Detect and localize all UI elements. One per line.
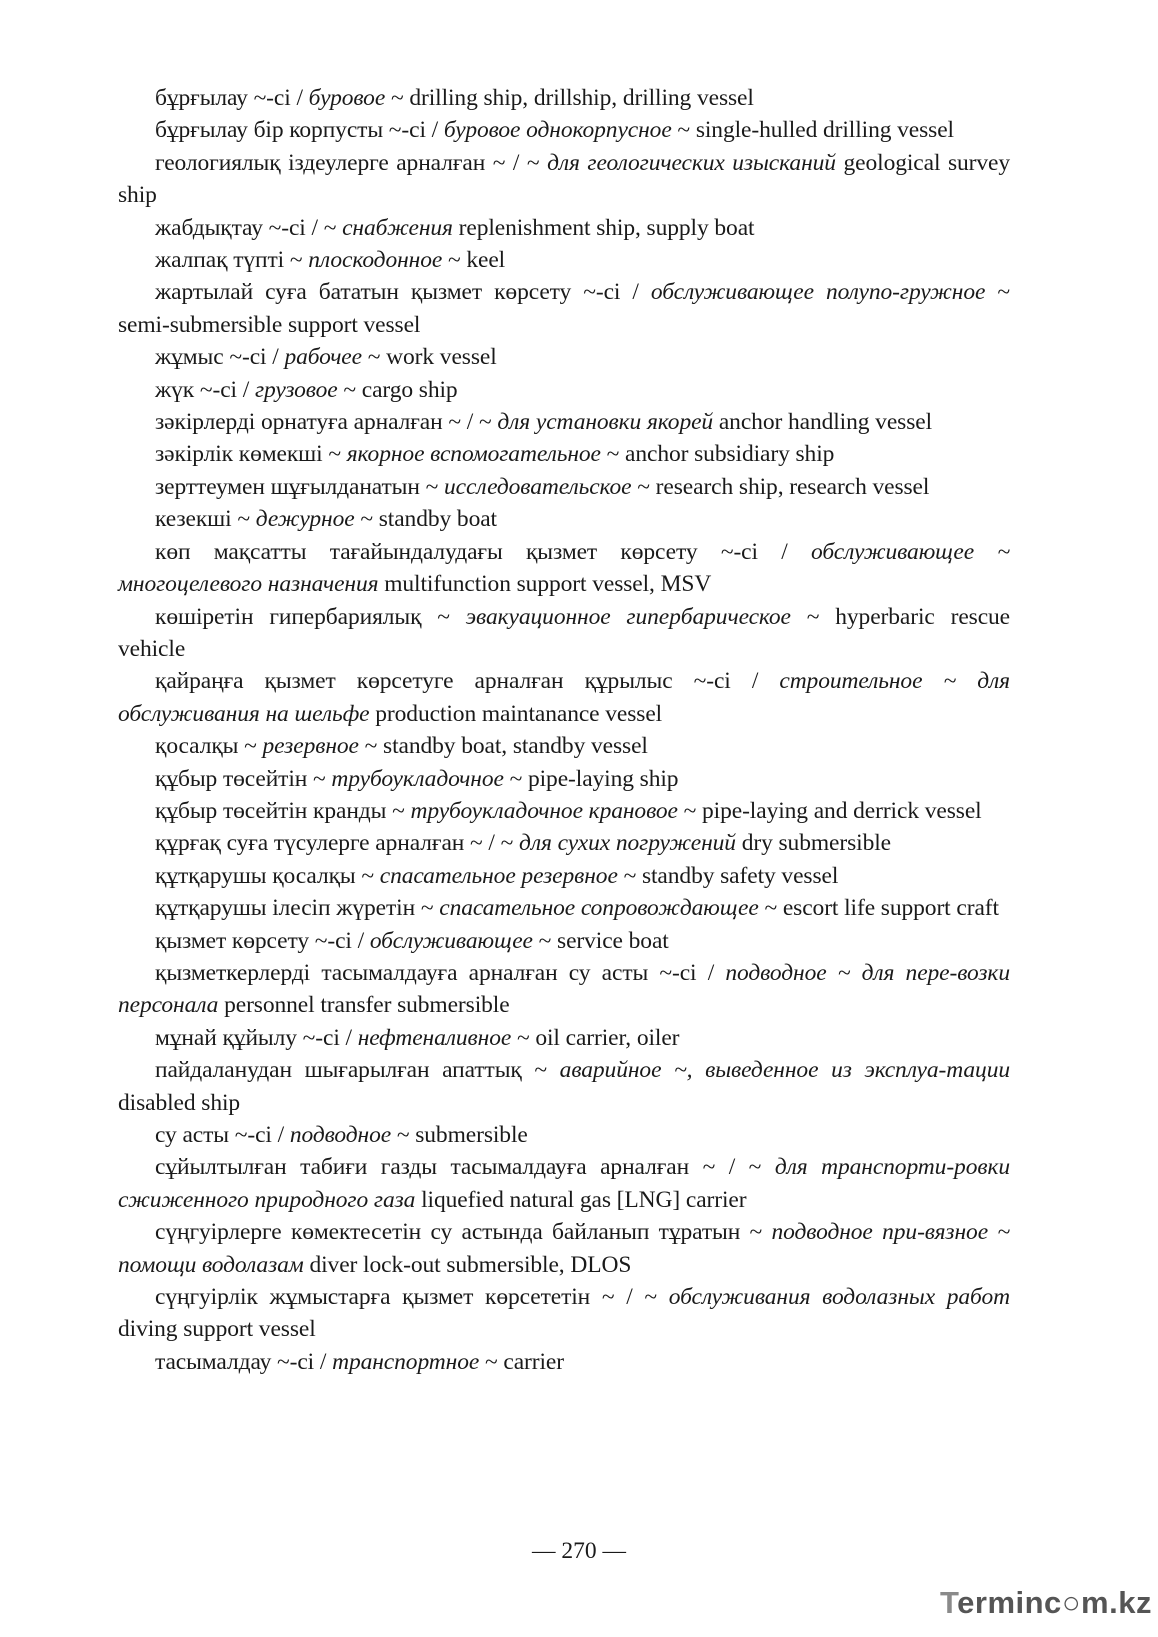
entry-russian-term: для геологических изысканий <box>547 149 836 176</box>
entry-text: ~ anchor subsidiary ship <box>600 441 835 468</box>
entry-text: мұнай құйылу ~-сі / <box>155 1024 358 1051</box>
dictionary-entry <box>118 82 1010 114</box>
entry-text: ~ oil carrier, oiler <box>511 1024 680 1051</box>
entry-russian-term: обслуживающее полупо-гружное <box>650 279 986 306</box>
entry-russian-term: трубоукладочное крановое <box>410 797 678 824</box>
entry-russian-term: плоскодонное <box>308 247 443 274</box>
entry-russian-term: рабочее <box>284 344 362 371</box>
dictionary-entry <box>118 471 1010 503</box>
entry-text: жүк ~-сі / <box>155 376 255 403</box>
watermark-text-1: erminc <box>957 1585 1062 1620</box>
entry-russian-term: трубоукладочное <box>331 765 504 792</box>
dictionary-entry <box>118 406 1010 438</box>
entry-text: қызмет көрсету ~-сі / <box>155 927 370 954</box>
entry-text: ~ keel <box>442 247 506 274</box>
entry-russian-term: для установки якорей <box>497 409 714 436</box>
entry-text: су асты ~-сі / <box>155 1122 290 1148</box>
entry-text: құбыр төсейтін кранды ~ <box>155 797 411 824</box>
entry-text: replenishment ship, supply boat <box>452 214 755 241</box>
entry-text: жартылай суға бататын қызмет көрсету ~-сі / <box>155 279 651 306</box>
dictionary-entry <box>118 341 1010 373</box>
entry-text: ~ work vessel <box>361 344 497 371</box>
dictionary-entry <box>118 438 1010 470</box>
entry-russian-term: якорное вспомогательное <box>346 441 601 468</box>
terminco-watermark-logo <box>940 1585 1152 1621</box>
entry-text: ~ single-hulled drilling vessel <box>671 117 954 144</box>
entry-text: ~ pipe-laying and derrick vessel <box>677 797 982 824</box>
entry-text: ~ hyperbaric rescue vehicle <box>118 603 1011 662</box>
dictionary-entry <box>118 276 1010 341</box>
entry-text: геологиялық іздеулерге арналған ~ / ~ <box>155 149 548 176</box>
entry-text: ~ standby safety vessel <box>617 862 839 889</box>
entry-text: production maintanance vessel <box>369 700 663 727</box>
entry-text: diver lock-out submersible, DLOS <box>303 1251 632 1278</box>
entry-russian-term: обслуживающее <box>369 927 533 954</box>
entry-russian-term: подводное при-вязное ~ помощи водолазам <box>118 1219 1010 1278</box>
dictionary-entry <box>118 114 1010 146</box>
entry-text: disabled ship <box>118 1089 241 1116</box>
entry-text: жұмыс ~-сі / <box>155 344 285 371</box>
entry-russian-term: дежурное <box>255 506 355 533</box>
entry-text: ~ pipe-laying ship <box>503 765 679 792</box>
entry-russian-term: грузовое <box>254 376 338 403</box>
watermark-t-letter: T <box>940 1585 958 1620</box>
entry-text: көп мақсатты тағайындалудағы қызмет көрсету ~-сі / <box>155 538 812 565</box>
entry-text: ~ standby boat, standby vessel <box>358 733 648 760</box>
entry-russian-term: буровое однокорпусное <box>443 117 672 144</box>
dictionary-entry <box>118 601 1010 666</box>
entry-text: бұрғылау ~-сі / <box>155 85 309 111</box>
dictionary-entry <box>118 827 1010 859</box>
entry-text: liquefied natural gas [LNG] carrier <box>415 1186 747 1213</box>
entry-russian-term: резервное <box>262 733 359 760</box>
dictionary-entries <box>118 82 1010 1378</box>
entry-text: сүңгуірлерге көмектесетін су астында байланып тұратын ~ <box>155 1219 772 1246</box>
entry-text: жалпақ түпті ~ <box>155 247 309 274</box>
entry-text: жабдықтау ~-сі / ~ <box>155 214 343 241</box>
watermark-text-2: m.kz <box>1081 1585 1152 1620</box>
entry-text: geological survey ship <box>118 149 1011 209</box>
dictionary-entry <box>118 374 1010 406</box>
entry-text: personnel transfer submersible <box>218 992 510 1019</box>
dictionary-entry <box>118 244 1010 276</box>
dictionary-entry <box>118 1216 1010 1281</box>
dictionary-entry <box>118 1346 1010 1378</box>
entry-text: құтқарушы қосалқы ~ <box>155 862 380 889</box>
entry-text: бұрғылау бір корпусты ~-сі / <box>155 117 444 144</box>
entry-text: көшіретін гипербариялық ~ <box>155 603 466 630</box>
entry-russian-term: эвакуационное гипербарическое <box>465 603 791 630</box>
entry-text: ~ service boat <box>532 927 669 954</box>
entry-russian-term: строительное ~ для обслуживания на шельфе <box>118 668 1010 727</box>
dictionary-entry <box>118 1022 1010 1054</box>
entry-text: қызметкерлерді тасымалдауға арналған су асты ~-сі / <box>155 959 726 986</box>
dictionary-entry <box>118 892 1010 924</box>
entry-russian-term: снабжения <box>342 214 453 241</box>
entry-text: dry submersible <box>735 830 891 857</box>
entry-text: ~ standby boat <box>354 506 497 533</box>
entry-russian-term: буровое <box>308 85 386 111</box>
entry-russian-term: аварийное ~, выведенное из эксплуа-тации <box>559 1057 1010 1084</box>
entry-text: зәкірлік көмекші ~ <box>155 441 347 468</box>
entry-text: сүңгуірлік жұмыстарға қызмет көрсететін ~ / ~ <box>155 1284 669 1311</box>
entry-text: қосалқы ~ <box>155 733 263 760</box>
entry-text: құбыр төсейтін ~ <box>155 765 332 792</box>
entry-russian-term: для сухих погружений <box>519 830 736 857</box>
entry-text: ~ submersible <box>391 1122 528 1148</box>
entry-text: ~ cargo ship <box>337 376 458 403</box>
entry-text: тасымалдау ~-сі / <box>155 1348 333 1375</box>
entry-text: сұйылтылған табиғи газды тасымалдауға арналған ~ / ~ <box>155 1154 775 1181</box>
entry-text: ~ drilling ship, drillship, drilling vessel <box>385 85 754 111</box>
dictionary-entry <box>118 665 1010 730</box>
dictionary-entry <box>118 1151 1010 1216</box>
entry-text: қайраңға қызмет көрсетуге арналған құрылыс ~-сі / <box>155 668 780 695</box>
entry-text: ~ semi-submersible support vessel <box>118 279 1011 338</box>
dictionary-entry <box>118 763 1010 795</box>
entry-text: құрғақ суға түсулерге арналған ~ / ~ <box>155 830 520 857</box>
entry-russian-term: обслуживания водолазных работ <box>668 1284 1010 1311</box>
entry-russian-term: нефтеналивное <box>357 1024 512 1051</box>
entry-text: ~ escort life support craft <box>758 895 999 922</box>
entry-text: зерттеумен шұғылданатын ~ <box>155 473 445 500</box>
dictionary-entry <box>118 795 1010 827</box>
dictionary-entry <box>118 503 1010 535</box>
entry-text: пайдаланудан шығарылған апаттық ~ <box>155 1057 560 1084</box>
entry-russian-term: спасательное сопровождающее <box>439 895 759 922</box>
dictionary-entry <box>118 730 1010 762</box>
entry-text: anchor handling vessel <box>713 409 933 436</box>
dictionary-entry <box>118 1281 1010 1346</box>
dictionary-entry <box>118 1054 1010 1119</box>
dictionary-entry <box>118 147 1010 212</box>
dictionary-entry <box>118 860 1010 892</box>
entry-russian-term: спасательное резервное <box>379 862 618 889</box>
entry-text: кезекші ~ <box>155 506 256 533</box>
entry-russian-term: подводное ~ для пере-возки персонала <box>118 959 1010 1019</box>
dictionary-entry <box>118 1119 1010 1151</box>
entry-text: ~ research ship, research vessel <box>631 473 930 500</box>
dictionary-entry <box>118 212 1010 244</box>
dictionary-entry <box>118 957 1010 1022</box>
entry-text: ~ carrier <box>479 1348 564 1375</box>
entry-russian-term: исследовательское <box>444 473 632 500</box>
dictionary-entry <box>118 925 1010 957</box>
entry-text: құтқарушы ілесіп жүретін ~ <box>155 895 440 922</box>
watermark-o-glyph: ○ <box>1061 1585 1082 1620</box>
entry-russian-term: для транспорти-ровки сжиженного природного газа <box>118 1154 1010 1213</box>
entry-text: diving support vessel <box>118 1316 316 1343</box>
entry-russian-term: транспортное <box>332 1348 480 1375</box>
entry-russian-term: подводное <box>289 1122 392 1148</box>
page-number: — 270 — <box>532 1538 626 1564</box>
dictionary-entry <box>118 536 1010 601</box>
entry-russian-term: обслуживающее ~ многоцелевого назначения <box>118 538 1010 598</box>
entry-text: multifunction support vessel, MSV <box>378 571 712 598</box>
entry-text: зәкірлерді орнатуға арналған ~ / ~ <box>155 409 498 436</box>
